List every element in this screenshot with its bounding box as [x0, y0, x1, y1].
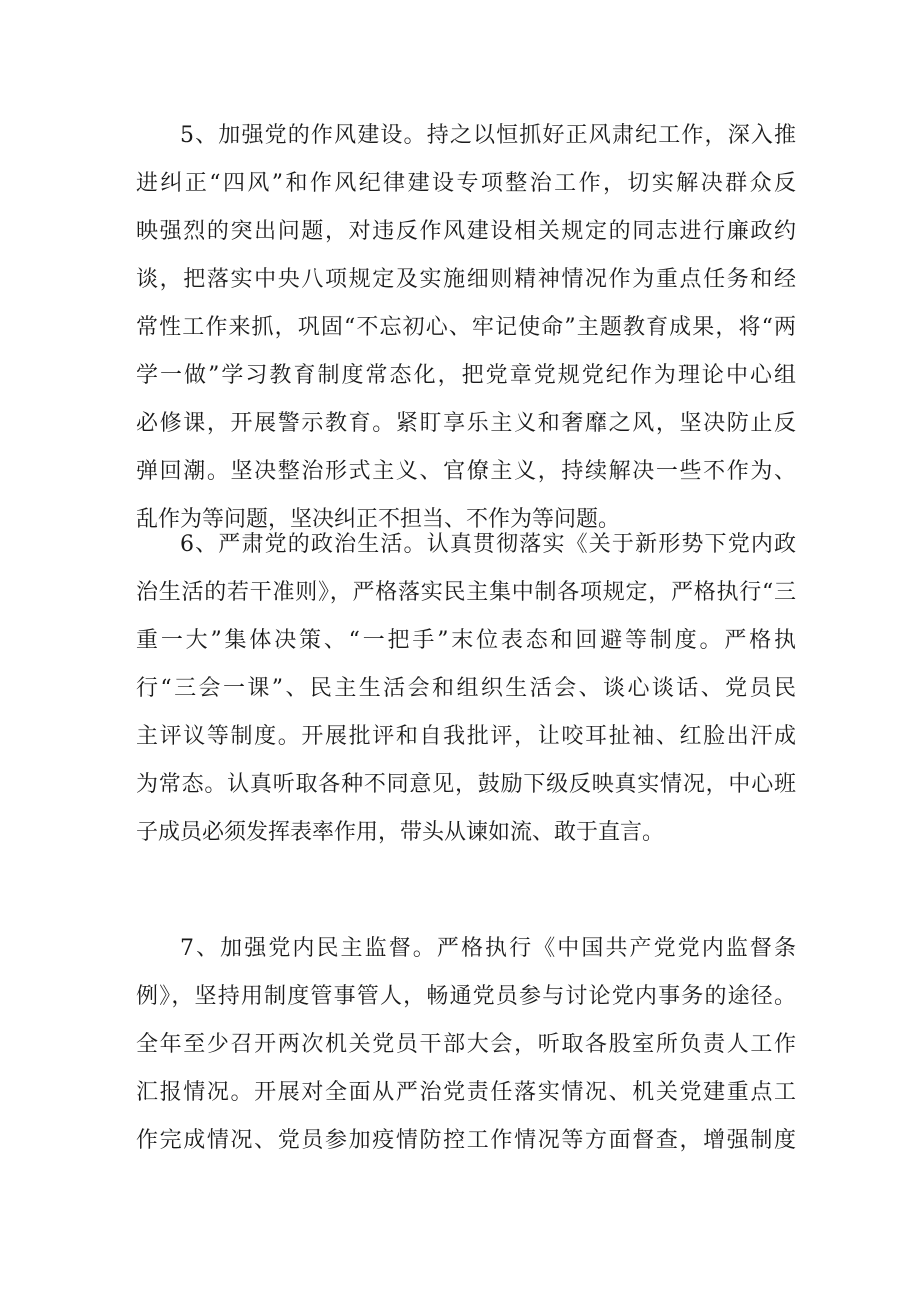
- paragraph-line: 弹回潮。坚决整治形式主义、官僚主义，持续解决一些不作为、: [136, 459, 796, 484]
- paragraph-line: 常性工作来抓，巩固“不忘初心、牢记使命”主题教育成果，将“两: [136, 315, 796, 340]
- paragraph-line: 重一大”集体决策、“一把手”末位表态和回避等制度。严格执: [136, 628, 796, 653]
- paragraph-line: 汇报情况。开展对全面从严治党责任落实情况、机关党建重点工: [136, 1080, 796, 1105]
- paragraph-line: 作完成情况、党员参加疫情防控工作情况等方面督查，增强制度: [136, 1128, 796, 1153]
- paragraph-5: [136, 112, 796, 544]
- paragraph-line: 6、严肃党的政治生活。认真贯彻落实《关于新形势下党内政: [180, 532, 796, 557]
- paragraph-6: [136, 521, 796, 857]
- paragraph-line: 主评议等制度。开展批评和自我批评，让咬耳扯袖、红脸出汗成: [136, 724, 796, 749]
- paragraph-line: 必修课，开展警示教育。紧盯享乐主义和奢靡之风，坚决防止反: [136, 411, 796, 436]
- paragraph-line: 7、加强党内民主监督。严格执行《中国共产党党内监督条: [180, 936, 796, 961]
- paragraph-7: [136, 925, 796, 1165]
- paragraph-line: 5、加强党的作风建设。持之以恒抓好正风肃纪工作，深入推: [180, 123, 796, 148]
- paragraph-line: 学一做”学习教育制度常态化，把党章党规党纪作为理论中心组: [136, 363, 796, 388]
- paragraph-line: 例》，坚持用制度管事管人，畅通党员参与讨论党内事务的途径。: [136, 984, 796, 1009]
- paragraph-line: 进纠正“四风”和作风纪律建设专项整治工作，切实解决群众反: [136, 171, 796, 196]
- paragraph-line: 行“三会一课”、民主生活会和组织生活会、谈心谈话、党员民: [136, 676, 796, 701]
- paragraph-line: 乱作为等问题，坚决纠正不担当、不作为等问题。: [136, 507, 621, 532]
- paragraph-line: 治生活的若干准则》，严格落实民主集中制各项规定，严格执行“三: [136, 580, 796, 605]
- paragraph-line: 谈，把落实中央八项规定及实施细则精神情况作为重点任务和经: [136, 267, 796, 292]
- paragraph-line: 全年至少召开两次机关党员干部大会，听取各股室所负责人工作: [136, 1032, 796, 1057]
- paragraph-line: 映强烈的突出问题，对违反作风建设相关规定的同志进行廉政约: [136, 219, 796, 244]
- paragraph-line: 子成员必须发挥表率作用，带头从谏如流、敢于直言。: [136, 820, 665, 845]
- paragraph-line: 为常态。认真听取各种不同意见，鼓励下级反映真实情况，中心班: [136, 772, 796, 797]
